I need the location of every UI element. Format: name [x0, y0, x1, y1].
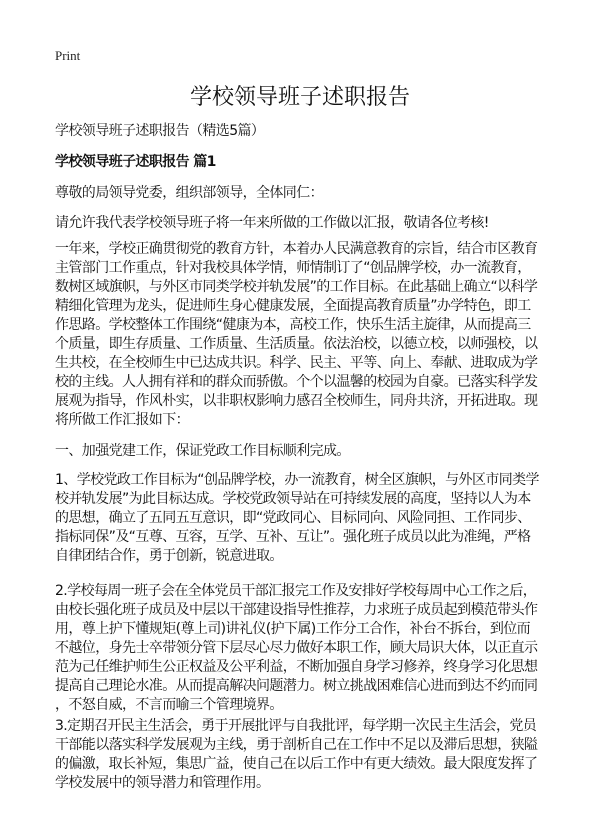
text-line: 由校长强化班子成员及中层以干部建设指导性推荐，力求班子成员起到模范带头作	[55, 602, 538, 618]
text-line: 2.学校每周一班子会在全体党员干部汇报完工作及安排好学校每周中心工作之后，	[55, 583, 537, 599]
text-line: 数树区域旗帜，与外区市同类学校并轨发展”的工作目标。在此基础上确立“以科学	[55, 279, 538, 295]
subtitle: 学校领导班子述职报告（精选5篇）	[55, 123, 265, 139]
item-3-paragraph	[55, 717, 537, 793]
text-line: 的偏激，取长补短，集思广益，使自己在以后工作中有更大绩效。最大限度发挥了	[55, 756, 538, 772]
text-line: 自律团结合作，勇于创新，锐意进取。	[55, 548, 283, 564]
text-line: 主管部门工作重点，针对我校具体学情，师情制订了“创品牌学校，办一流教育，	[55, 260, 531, 276]
text-line: 展观为指导，作风朴实，以非职权影响力感召全校师生，同舟共济，开拓进取。现	[55, 393, 538, 409]
text-line: 提高自己理论水准。从而提高解决问题潜力。树立挑战困难信心进而到达不约而同	[55, 678, 538, 694]
text-line: 将所做工作汇报如下：	[55, 412, 189, 428]
text-line: 一年来，学校正确贯彻党的教育方针，本着办人民满意教育的宗旨，结合市区教育	[55, 241, 538, 257]
request-paragraph: 请允许我代表学校领导班子将一年来所做的工作做以汇报，敬请各位考核!	[55, 215, 489, 231]
section-1-heading: 一、加强党建工作，保证党政工作目标顺利完成。	[55, 443, 350, 459]
paragraph-intro	[55, 240, 537, 430]
text-line: 生共校，在全校师生中已达成共识。科学、民主、平等、向上、奉献、进取成为学	[55, 355, 538, 371]
text-line: 学校发展中的领导潜力和管理作用。	[55, 775, 270, 791]
text-line: 1、学校党政工作目标为“创品牌学校，办一流教育，树全区旗帜，与外区市同类学	[55, 472, 539, 488]
greeting: 尊敬的局领导党委，组织部领导，全体同仁：	[55, 185, 323, 201]
text-line: 校并轨发展”为此目标达成。学校党政领导站在可持续发展的高度，坚持以人为本	[55, 491, 531, 507]
text-line: 校的主线。人人拥有祥和的群众而骄傲。个个以温馨的校园为自豪。已落实科学发	[55, 374, 538, 390]
text-line: 的思想，确立了五同五互意识，即“党政同心、目标同向、风险同担、工作同步、	[55, 510, 531, 526]
text-line: 个质量，即生存质量、工作质量、生活质量。依法治校，以德立校，以师强校，以	[55, 336, 538, 352]
item-1-paragraph	[55, 471, 539, 566]
text-line: 作思路。学校整体工作围绕“健康为本，高校工作，快乐生活主旋律，从而提高三	[55, 317, 531, 333]
text-line: 不越位，身先士卒带领分管下层尽心尽力做好本职工作，顾大局识大体，以正直示	[55, 640, 538, 656]
text-line: 精细化管理为龙头，促进师生身心健康发展，全面提高教育质量”办学特色，即工	[55, 298, 531, 314]
text-line: ，不怒自威，不言而喻三个管理境界。	[55, 697, 283, 713]
text-line: 3.定期召开民主生活会，勇于开展批评与自我批评，每学期一次民主生活会，党员	[55, 718, 537, 734]
section-heading: 学校领导班子述职报告 篇1	[55, 154, 216, 170]
print-label[interactable]: Print	[55, 48, 81, 63]
item-2-paragraph	[55, 582, 537, 715]
text-line: 用，尊上护下懂规矩(尊上司)讲礼仪(护下属)工作分工合作，补台不拆台，到位而	[55, 621, 531, 637]
text-line: 干部能以落实科学发展观为主线，勇于剖析自己在工作中不足以及滞后思想，狭隘	[55, 737, 538, 753]
text-line: 范为己任维护师生公正权益及公平利益，不断加强自身学习修养，终身学习化思想	[55, 659, 538, 675]
document-title: 学校领导班子述职报告	[189, 85, 410, 110]
text-line: 指标同保”及“互尊、互容，互学、互补、互让”。强化班子成员以此为准绳，严格	[55, 529, 531, 545]
